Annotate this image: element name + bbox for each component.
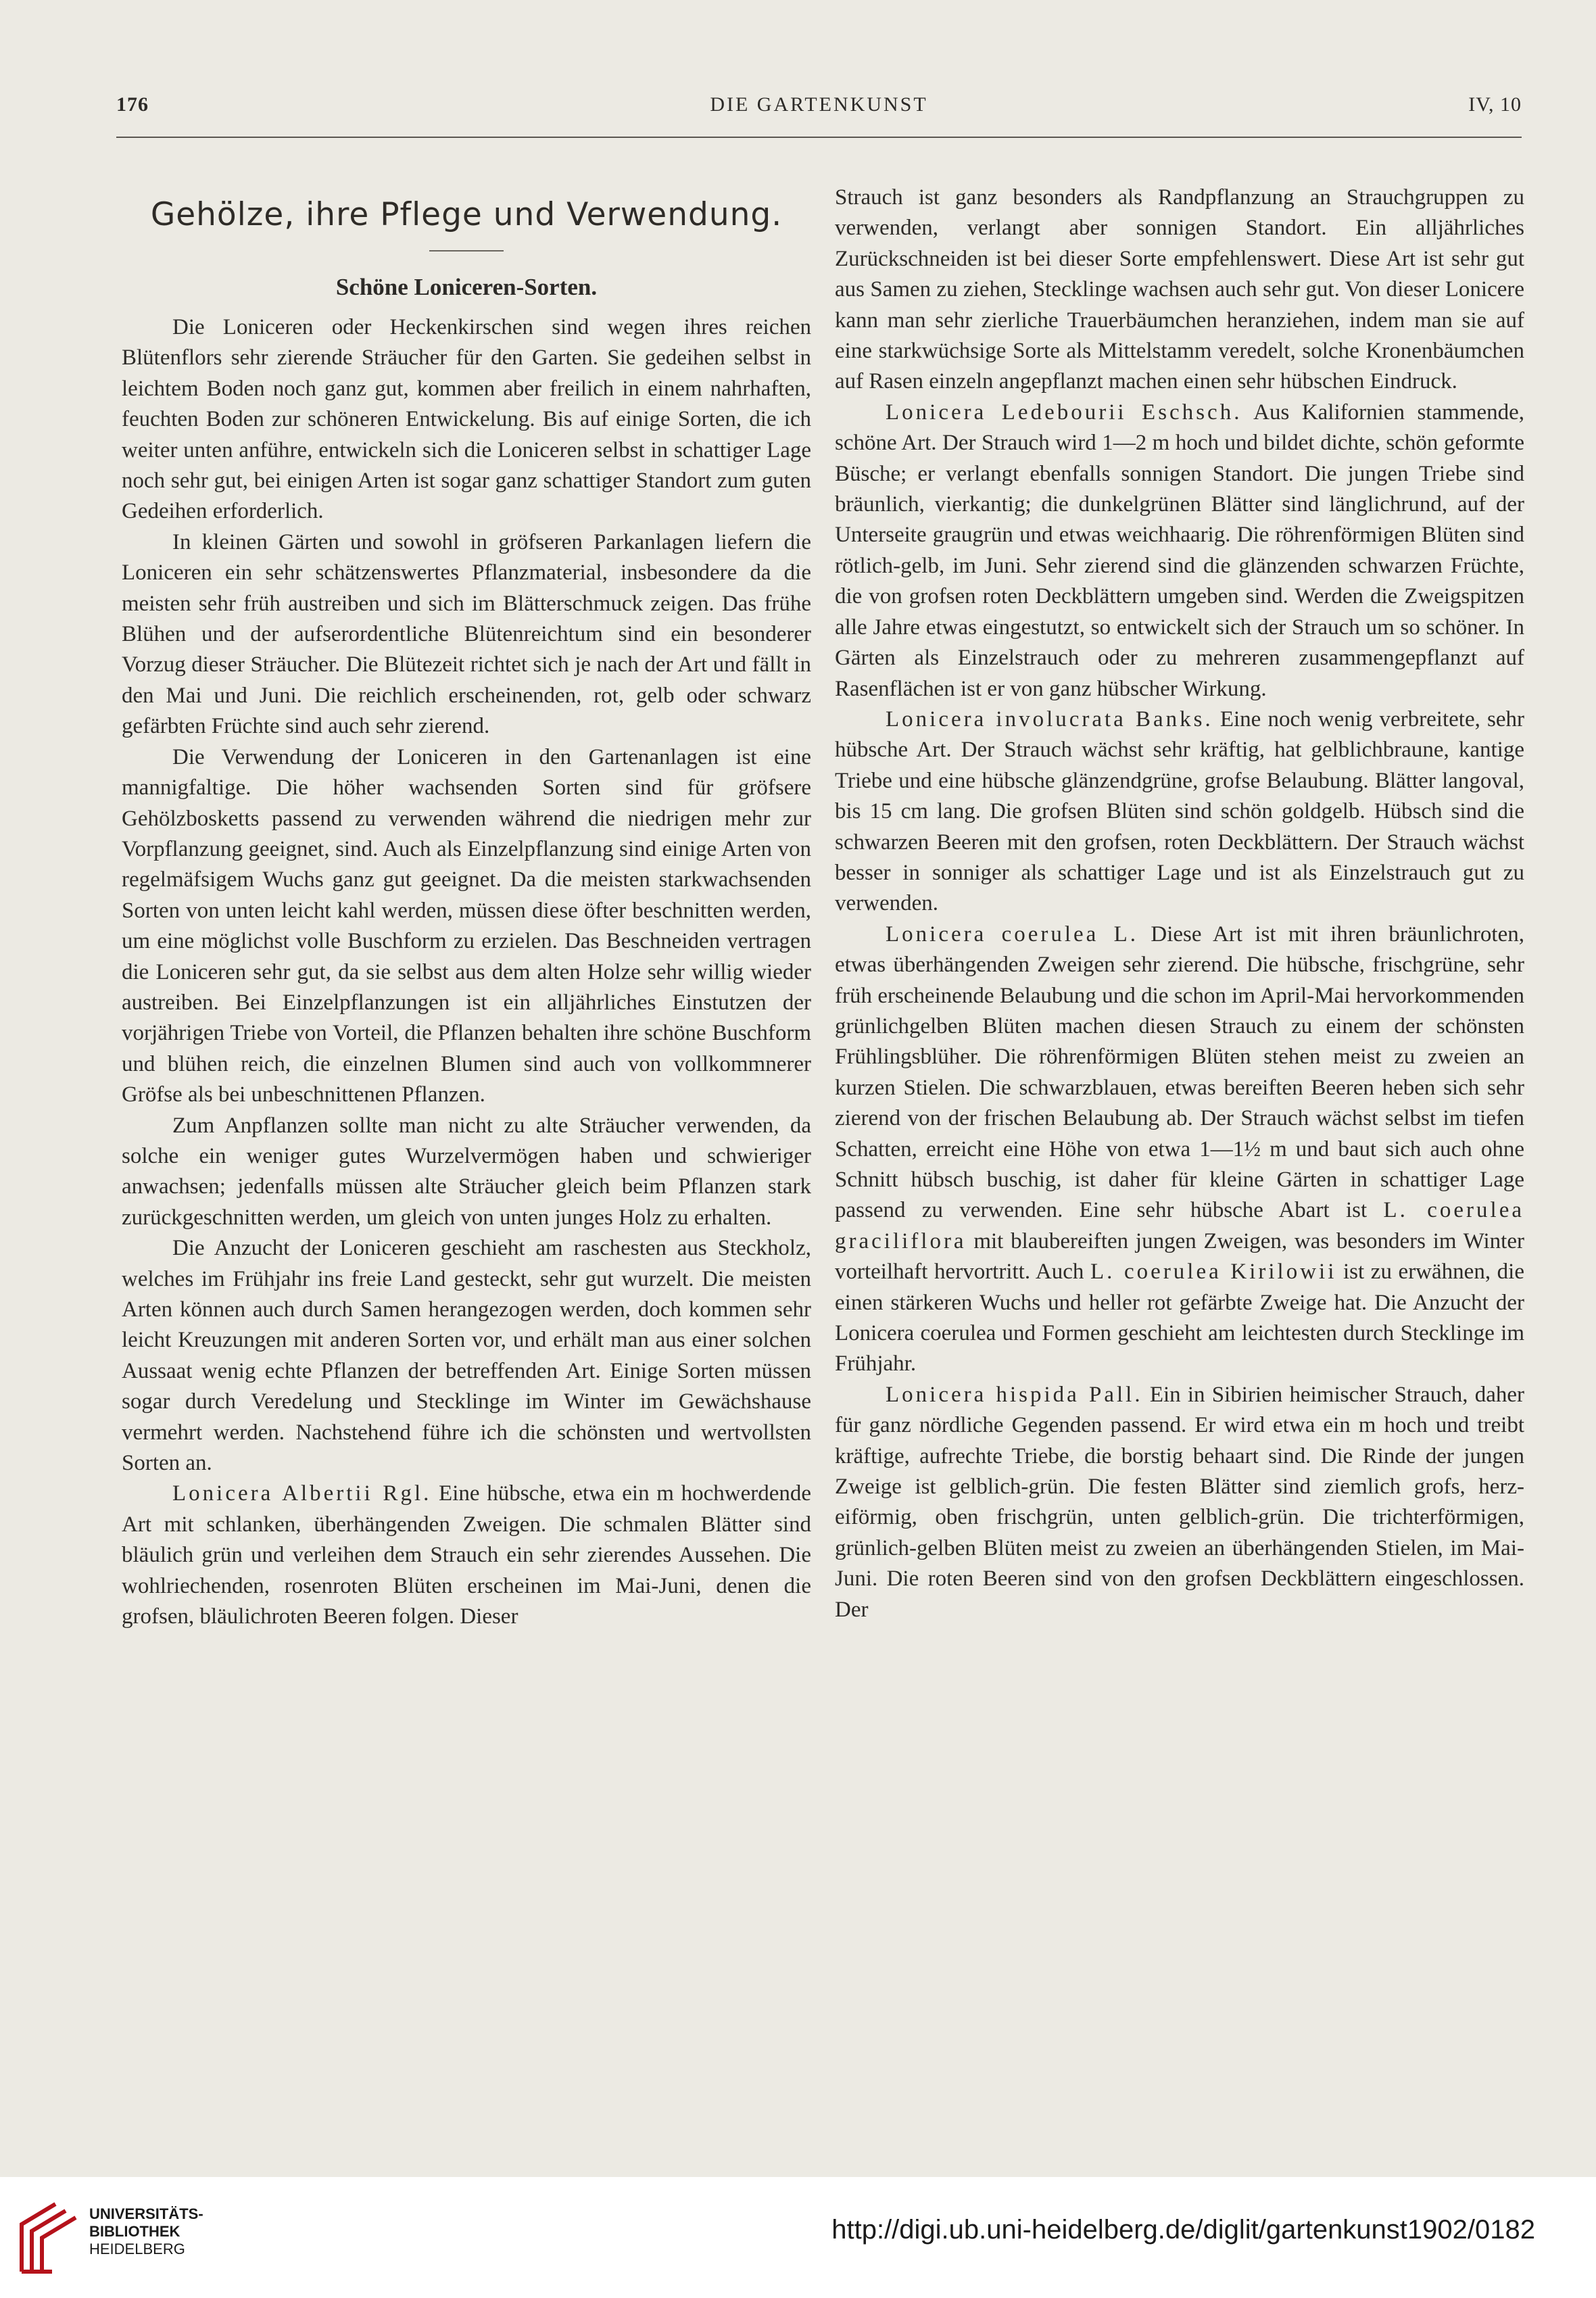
species-paragraph-albertii: [122, 1479, 811, 1632]
species-text: Eine hübsche, etwa ein m hochwerdende Art mit schlanken, überhängenden Zweigen. Die schmalen Blätter sind bläulich grün und verleihen dem Strauch ein sehr zierendes Aussehen. Die wohlriechenden, rosenroten Blüten erscheinen im Mai-Juni, denen die grofsen, bläulichroten Beeren folgen. Dieser: [122, 1481, 811, 1629]
paragraph: Die Loniceren oder Heckenkirschen sind wegen ihres reichen Blütenflors sehr zierende Sträucher für den Garten. Sie gedeihen selbst in leichtem Boden noch ganz gut, kommen aber freilich in einem nahrhaften, feuchten Boden zur schöneren Entwickelung. Bis auf einige Sorten, die ich weiter unten anführe, entwickeln sich die Loniceren selbst in schattiger Lage noch sehr gut, bei einigen Arten ist sogar ganz schattiger Standort zum guten Gedeihen erforderlich.: [122, 315, 811, 524]
right-column: [835, 183, 1524, 1625]
paragraph: Die Verwendung der Loniceren in den Gartenanlagen ist eine mannigfaltige. Die höher wachsenden Sorten sind für gröfsere Gehölzbosketts passend zu verwenden während die niedrigen mehr zur Vorpflanzung geeignet, sind. Auch als Einzelpflanzung sind einige Arten von regelmäfsigem Wuchs ganz gut geeignet. Da die meisten starkwachsenden Sorten von unten leicht kahl werden, müssen diese öfter beschnitten werden, um eine möglichst volle Buschform zu erzielen. Das Beschneiden vertragen die Loniceren sehr gut, da sie selbst aus dem alten Holze sehr willig wieder austreiben. Bei Einzelpflanzungen ist ein alljährliches Einstutzen der vorjährigen Triebe von Vorteil, die Pflanzen behalten ihre schöne Buschform und blühen reich, die einzelnen Blumen sind auch von vollkommnerer Gröfse als bei unbeschnittenen Pflanzen.: [122, 744, 811, 1107]
variety-name: L. coerulea Kirilowii: [1090, 1260, 1337, 1285]
species-text: Eine noch wenig verbreitete, sehr hübsche Art. Der Strauch wächst sehr kräftig, hat gelblichbraune, kantige Triebe und eine hübsche glänzendgrüne, grofse Belaubung. Blätter langoval, bis 15 cm lang. Die grofsen Blüten sind schön goldgelb. Hübsch sind die schwarzen Beeren mit den grofsen, roten Deckblättern. Der Strauch wächst besser in sonniger als schattiger Lage und ist als Einzelstrauch gut zu verwenden.: [835, 707, 1524, 916]
species-paragraph-involucrata: [835, 704, 1524, 919]
journal-title: DIE GARTENKUNST: [710, 93, 928, 116]
title-rule: [429, 250, 504, 252]
library-name: UNIVERSITÄTS- BIBLIOTHEK HEIDELBERG: [89, 2205, 203, 2257]
left-column: [122, 183, 811, 1632]
species-paragraph-coerulea: [835, 919, 1524, 1380]
issue-number: IV, 10: [1468, 93, 1522, 116]
paragraph: Die Anzucht der Loniceren geschieht am raschesten aus Steckholz, welches im Frühjahr ins freie Land gesteckt, sehr gut wurzelt. Die meisten Arten können auch durch Samen herangezogen werden, doch kommen sehr leicht Kreuzungen mit anderen Sorten vor, und erhält man aus einer solchen Aussaat wenig echte Pflanzen der betreffenden Art. Einige Sorten müssen sogar durch Veredelung und Stecklinge im Winter im Gewächshause vermehrt werden. Nachstehend führe ich die schönsten und wertvollsten Sorten an.: [122, 1236, 811, 1476]
species-name: Lonicera coerulea L.: [886, 921, 1139, 947]
species-paragraph-ledebourii: [835, 398, 1524, 704]
species-text: Aus Kalifornien stammende, schöne Art. Der Strauch wird 1—2 m hoch und bildet dichte, schön geformte Büsche; er verlangt ebenfalls sonnigen Standort. Die jungen Triebe sind bräunlich, vierkantig; die dunkelgrünen Blätter sind länglichrund, auf der Unterseite graugrün und etwas weichhaarig. Die röhrenförmigen Blüten sind rötlich-gelb, im Juni. Sehr zierend sind die glänzenden schwarzen Früchte, die von grofsen roten Deckblättern umgeben sind. Werden die Zweigspitzen alle Jahre etwas eingestutzt, so entwickelt sich der Strauch um so schöner. In Gärten als Einzelstrauch oder zu mehreren zusammengepflanzt auf Rasenflächen ist er von ganz hübscher Wirkung.: [835, 400, 1524, 701]
species-name: Lonicera hispida Pall.: [886, 1382, 1143, 1407]
page-number: 176: [116, 93, 149, 116]
paragraph: Strauch ist ganz besonders als Randpflanzung an Strauchgruppen zu verwenden, verlangt aber sonnigen Standort. Ein alljährliches Zurückschneiden ist bei dieser Sorte empfehlenswert. Diese Art ist sehr gut aus Samen zu ziehen, Stecklinge wachsen auch sehr gut. Von dieser Lonicere kann man sehr zierliche Trauerbäumchen heranziehen, indem man sie auf eine starkwüchsige Sorte als Mittelstamm veredelt, solche Kronenbäumchen auf Rasen einzeln angepflanzt machen einen sehr hübschen Eindruck.: [835, 185, 1524, 394]
source-url[interactable]: http://digi.ub.uni-heidelberg.de/diglit/gartenkunst1902/0182: [831, 2215, 1535, 2245]
species-text: Diese Art ist mit ihren bräunlichroten, etwas überhängenden Zweigen sehr zierend. Die hübsche, frischgrüne, sehr früh erscheinende Belaubung und die schon im April-Mai hervorkommenden grünlichgelben Blüten machen diesen Strauch zu einem der schönsten Frühlingsblüher. Die röhrenförmigen Blüten stehen meist zu zweien an kurzen Stielen. Die schwarzblauen, etwas bereiften Beeren heben sich sehr zierend von der frischen Belaubung ab. Der Strauch wächst selbst im tiefen Schatten, erreicht eine Höhe von etwa 1—1½ m und baut sich auch ohne Schnitt hübsch buschig, ist daher für kleine Gärten in schattiger Lage passend zu verwenden. Eine sehr hübsche Abart ist: [835, 921, 1524, 1223]
species-text: ist zu erwähnen, die einen stärkeren Wuchs und heller rot gefärbte Zweige hat. Die Anzucht der Lonicera coerulea und Formen geschieht am leichtesten durch Stecklinge im Frühjahr.: [835, 1260, 1525, 1377]
species-name: Lonicera Ledebourii Eschsch.: [886, 400, 1242, 425]
species-text: Ein in Sibirien heimischer Strauch, daher für ganz nördliche Gegenden passend. Er wird etwa ein m hoch und treibt kräftige, aufrechte Triebe, die borstig behaart sind. Die Rinde der jungen Zweige ist gelblich-grün. Die festen Blätter sind ziemlich grofs, herz-eiförmig, oben frischgrün, unten gelblich-grün. Die trichterförmigen, grünlich-gelben Blüten meist zu zweien an überhängenden Stielen, im Mai-Juni. Die roten Beeren sind von den grofsen Deckblättern eingeschlossen. Der: [835, 1382, 1525, 1622]
article-title: Gehölze, ihre Pflege und Verwendung.: [150, 196, 783, 233]
header-rule: [116, 137, 1522, 138]
species-name: Lonicera involucrata Banks.: [886, 707, 1213, 732]
digitization-footer: [0, 2177, 1596, 2298]
university-library-logo: [15, 2197, 82, 2278]
paragraph: In kleinen Gärten und sowohl in gröfseren Parkanlagen liefern die Loniceren ein sehr schätzenswertes Pflanzmaterial, insbesondere da die meisten sehr früh austreiben und sich im Blätterschmuck zeigen. Das frühe Blühen und der aufserordentliche Blütenreichtum sind ein besonderer Vorzug dieser Sträucher. Die Blütezeit richtet sich je nach der Art und fällt in den Mai und Juni. Die reichlich erscheinenden, rot, gelb oder schwarz gefärbten Früchte sind auch sehr zierend.: [122, 529, 811, 739]
running-head: [116, 93, 1522, 120]
species-name: Lonicera Albertii Rgl.: [172, 1481, 432, 1506]
paragraph: Zum Anpflanzen sollte man nicht zu alte Sträucher verwenden, da solche ein weniger gutes Wurzelvermögen haben und schwieriger anwachsen; jedenfalls müssen alte Sträucher gleich beim Pflanzen stark zurückgeschnitten werden, um gleich von unten junges Holz zu erhalten.: [122, 1113, 811, 1230]
species-paragraph-hispida: [835, 1380, 1524, 1625]
article-subtitle: Schöne Loniceren-Sorten.: [335, 274, 598, 300]
variety-name: L. coerulea graciliflora: [835, 1198, 1524, 1253]
species-text: mit blaubereiften jungen Zweigen, was besonders im Winter vorteilhaft hervortritt. Auch: [835, 1228, 1524, 1285]
